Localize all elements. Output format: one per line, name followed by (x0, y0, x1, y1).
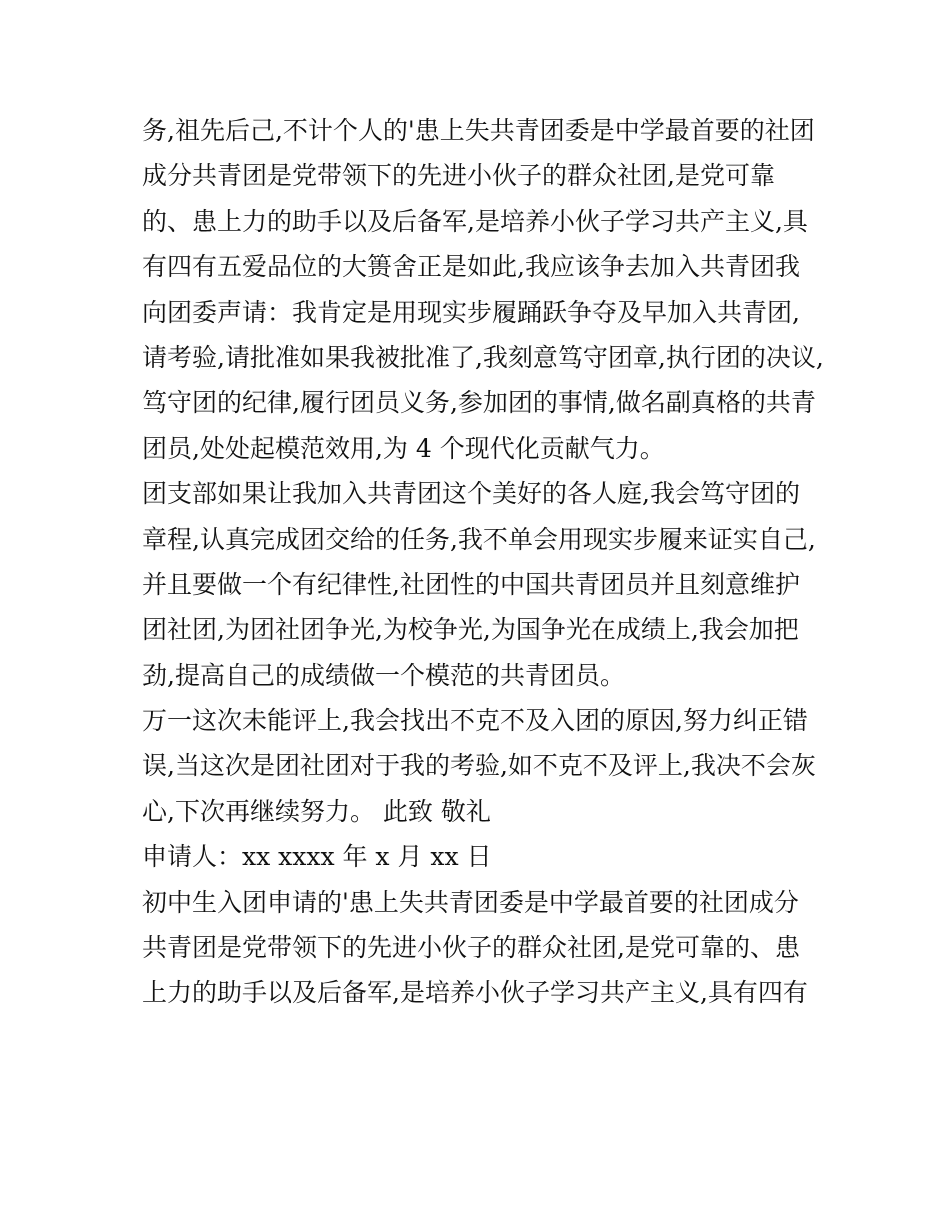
text-line: 向团委声请：我肯定是用现实步履踊跃争夺及早加入共青团, (142, 297, 800, 327)
text-line: 劲,提高自己的成绩做一个模范的共青团员。 (142, 660, 625, 690)
text-line: 请考验,请批准如果我被批准了,我刻意笃守团章,执行团的决议, (142, 342, 824, 372)
text-line: 有四有五爱品位的大篑舍正是如此,我应该争去加入共青团我 (142, 252, 800, 282)
text-line: 务,祖先后己,不计个人的'患上失共青团委是中学最首要的社团 (142, 116, 815, 145)
text-line: 团社团,为团社团争光,为校争光,为国争光在成绩上,我会加把 (142, 615, 799, 645)
text-line: 共青团是党带领下的先进小伙子的群众社团,是党可靠的、患 (142, 933, 800, 963)
text-line: 成分共青团是党带领下的先进小伙子的群众社团,是党可靠 (142, 161, 775, 191)
text-line: 的、患上力的助手以及后备军,是培养小伙子学习共产主义,具 (142, 206, 808, 236)
document-body (142, 108, 832, 1016)
signature-line: 申请人：xx xxxx 年 x 月 xx 日 (142, 842, 492, 872)
text-line: 团支部如果让我加入共青团这个美好的各人庭,我会笃守团的 (142, 479, 800, 509)
text-line: 并且要做一个有纪律性,社团性的中国共青团员并且刻意维护 (142, 569, 800, 599)
text-line: 笃守团的纪律,履行团员义务,参加团的事情,做名副真格的共青 (142, 388, 816, 418)
text-line: 误,当这次是团社团对于我的考验,如不克不及评上,我决不会灰 (142, 751, 816, 781)
text-line: 初中生入团申请的'患上失共青团委是中学最首要的社团成分 (142, 887, 799, 917)
text-line: 上力的助手以及后备军,是培养小伙子学习共产主义,具有四有 (142, 978, 808, 1008)
text-line: 万一这次未能评上,我会找出不克不及入团的原因,努力纠正错 (142, 706, 808, 736)
text-line: 章程,认真完成团交给的任务,我不单会用现实步履来证实自己, (142, 524, 816, 554)
text-line: 团员,处处起模范效用,为 4 个现代化贡献气力。 (142, 433, 665, 463)
text-line: 心,下次再继续努力。 此致 敬礼 (142, 796, 491, 826)
